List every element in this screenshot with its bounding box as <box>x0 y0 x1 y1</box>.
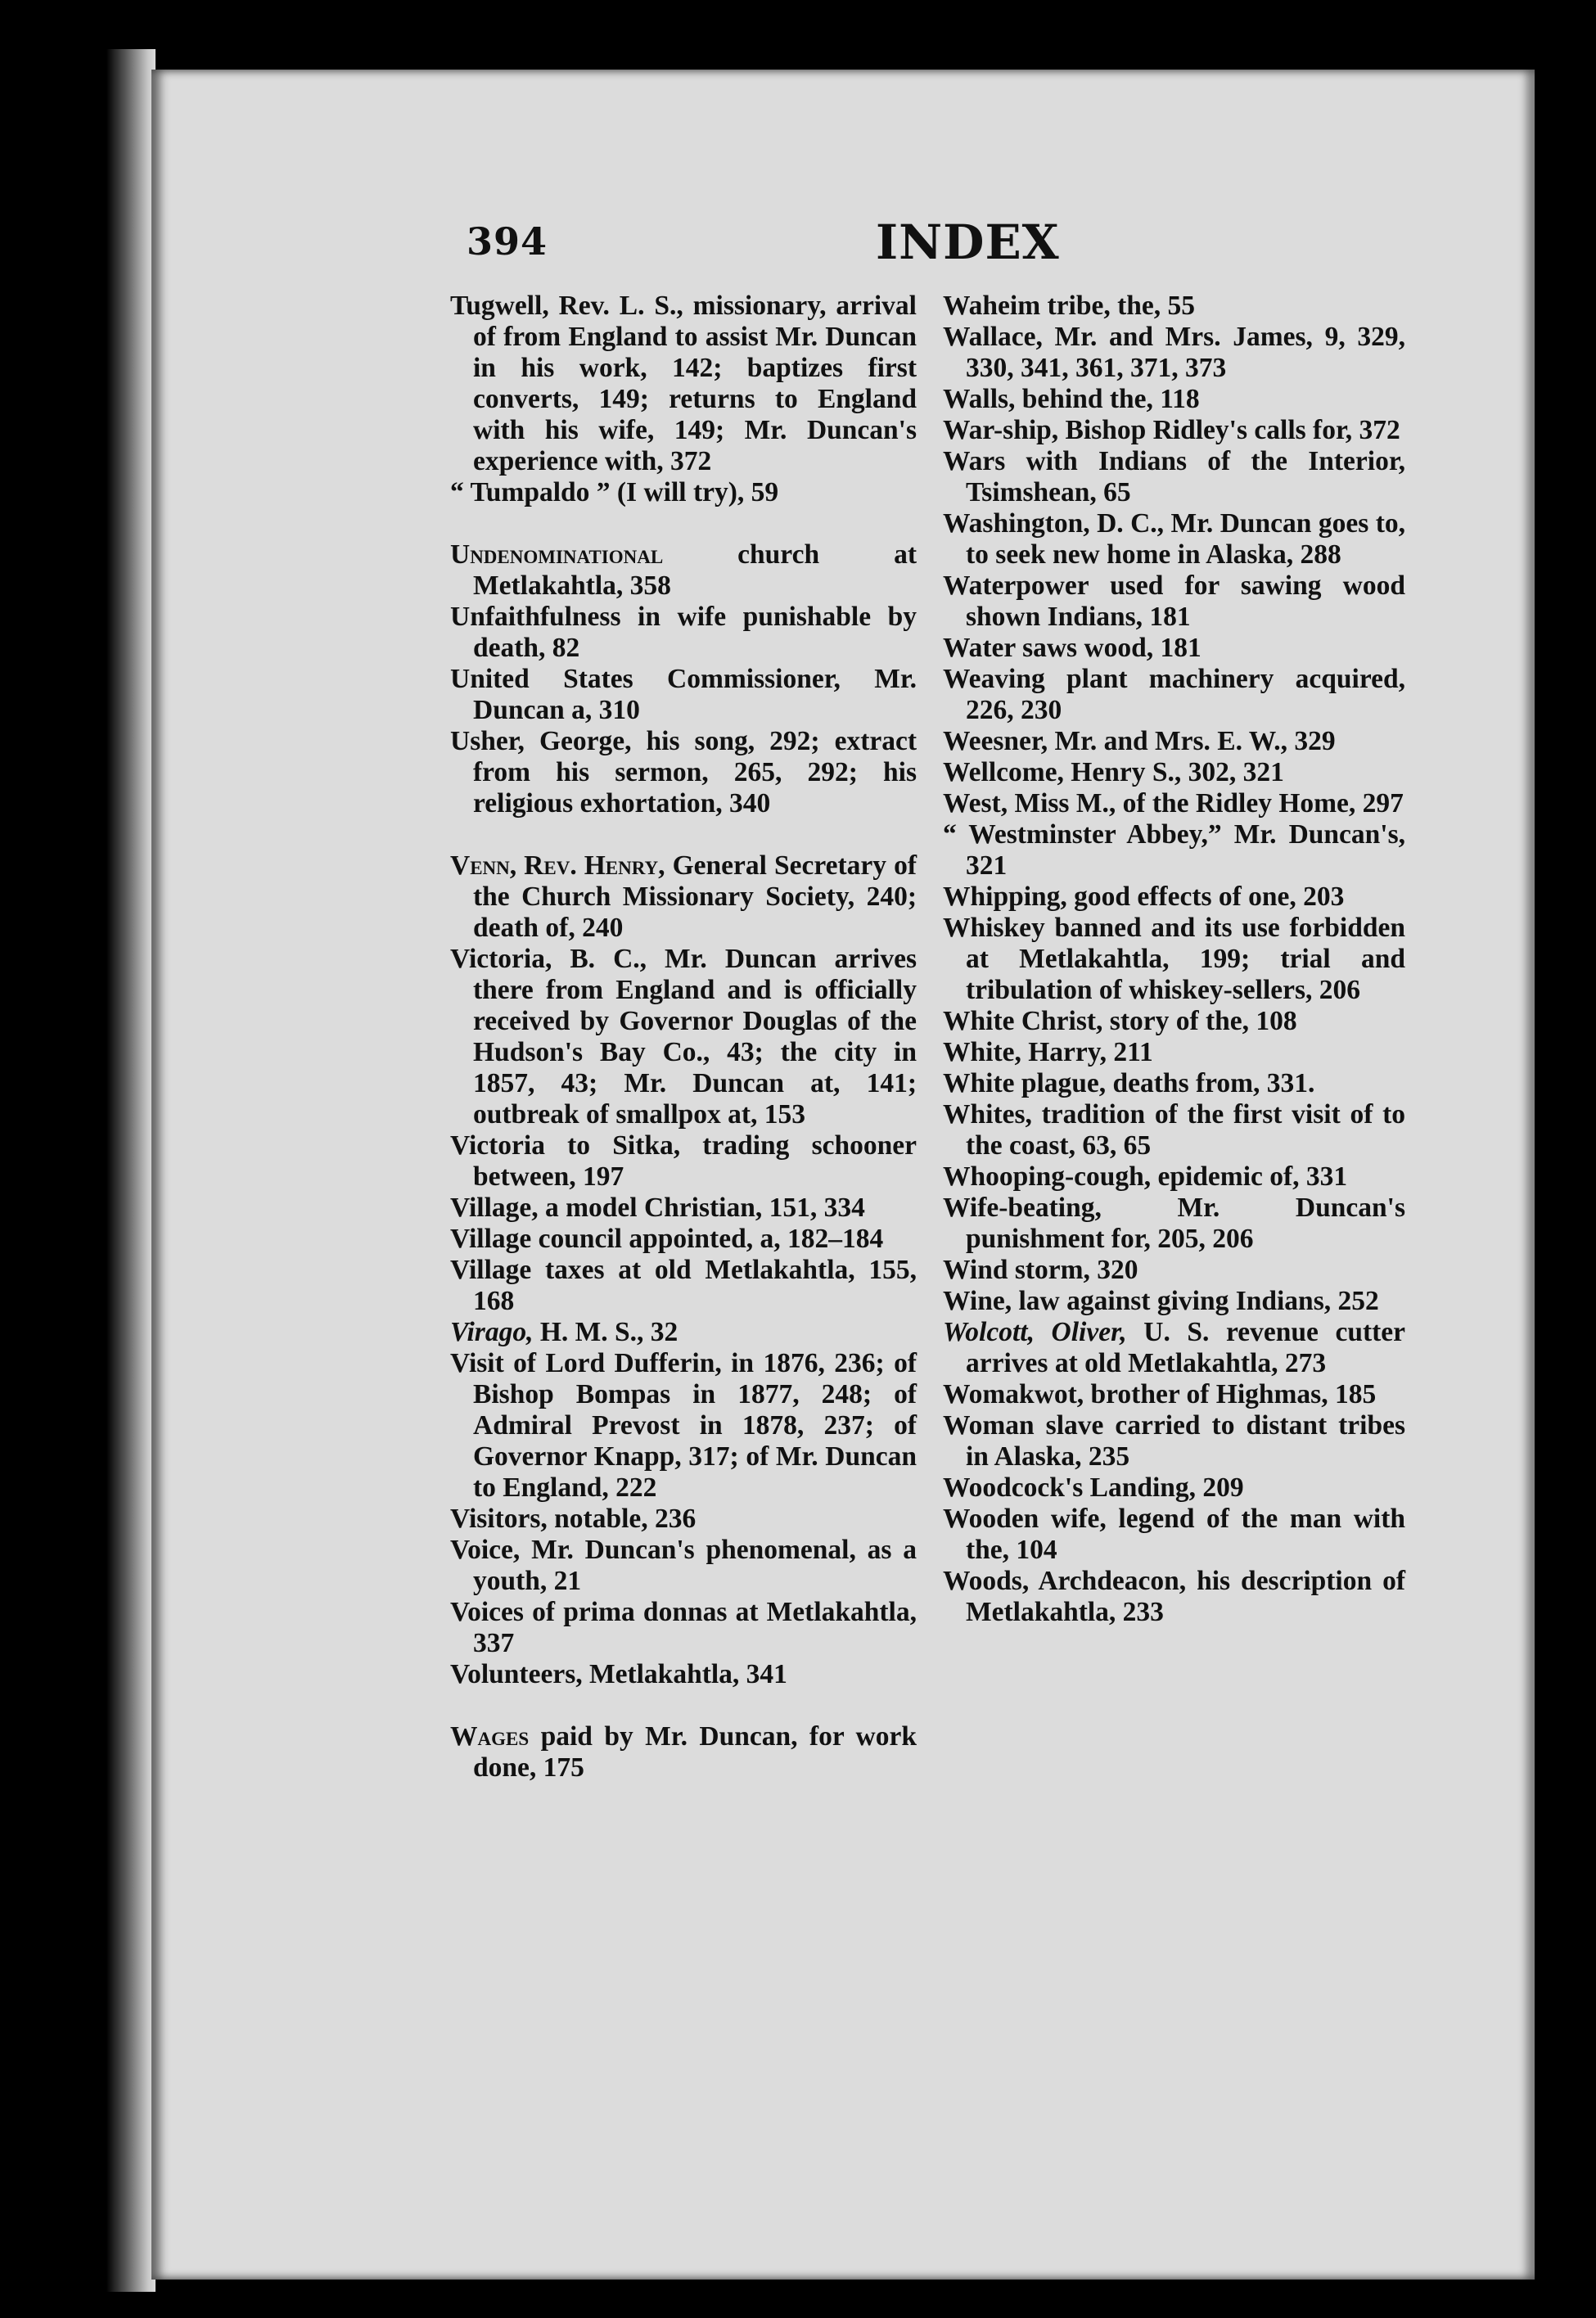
entry-text: Unfaithfulness in wife punishable by death, 82 <box>450 602 917 663</box>
entry-text: church at Metlakahtla, 358 <box>473 539 917 601</box>
entry-text: United States Commissioner, Mr. Duncan a, 310 <box>450 664 917 725</box>
section-gap <box>450 1690 917 1721</box>
index-entry <box>943 446 1405 508</box>
entry-text: Woods, Archdeacon, his description of Metlakahtla, 233 <box>943 1566 1405 1627</box>
entry-text: H. M. S., 32 <box>533 1317 679 1347</box>
index-column-left <box>450 291 917 1784</box>
entry-text: paid by Mr. Duncan, for work done, 175 <box>473 1721 917 1783</box>
entry-text: Village, a model Christian, 151, 334 <box>450 1193 865 1223</box>
index-entry <box>450 944 917 1130</box>
index-entry <box>450 1348 917 1504</box>
entry-text: Whooping-cough, epidemic of, 331 <box>943 1161 1348 1192</box>
index-entry <box>450 1224 917 1255</box>
entry-text: Walls, behind the, 118 <box>943 384 1200 414</box>
entry-italic: Virago, <box>450 1317 534 1347</box>
index-entry <box>450 1255 917 1317</box>
entry-text: West, Miss M., of the Ridley Home, 297 <box>943 788 1404 819</box>
entry-text: Water saws wood, 181 <box>943 633 1202 663</box>
index-entry <box>943 1161 1405 1193</box>
index-entry <box>943 913 1405 1006</box>
index-entry <box>943 1099 1405 1161</box>
index-entry <box>943 1566 1405 1628</box>
entry-text: “ Westminster Abbey,” Mr. Duncan's, 321 <box>943 819 1405 881</box>
index-entry <box>450 539 917 602</box>
entry-text: Whiskey banned and its use forbidden at Metlakahtla, 199; trial and tribulation of whiskey-sellers, 206 <box>943 913 1405 1005</box>
entry-text: Wine, law against giving Indians, 252 <box>943 1286 1379 1316</box>
entry-text: Visit of Lord Dufferin, in 1876, 236; of Bishop Bompas in 1877, 248; of Admiral Prevost in 1878, 237; of Governor Knapp, 317; of Mr. Duncan to England, 222 <box>450 1348 917 1503</box>
index-entry <box>943 1193 1405 1255</box>
index-entry <box>943 757 1405 788</box>
entry-lead: Wages <box>450 1721 530 1752</box>
index-entry <box>943 1006 1405 1037</box>
entry-text: War-ship, Bishop Ridley's calls for, 372 <box>943 415 1400 445</box>
index-entry <box>450 291 917 477</box>
index-entry <box>943 726 1405 757</box>
entry-text: Woman slave carried to distant tribes in Alaska, 235 <box>943 1410 1405 1472</box>
entry-text: Visitors, notable, 236 <box>450 1504 697 1534</box>
index-entry <box>943 1472 1405 1504</box>
index-entry <box>450 1317 917 1348</box>
section-gap <box>450 508 917 539</box>
entry-text: Washington, D. C., Mr. Duncan goes to, to seek new home in Alaska, 288 <box>943 508 1405 570</box>
entry-text: Waheim tribe, the, 55 <box>943 291 1195 321</box>
index-entry <box>943 1286 1405 1317</box>
index-entry <box>943 1410 1405 1472</box>
entry-text: Village taxes at old Metlakahtla, 155, 168 <box>450 1255 917 1316</box>
index-entry <box>450 726 917 819</box>
index-entry <box>450 477 917 508</box>
index-entry <box>943 322 1405 384</box>
index-entry <box>450 1597 917 1659</box>
entry-text: Whites, tradition of the first visit of to the coast, 63, 65 <box>943 1099 1405 1161</box>
entry-text: Victoria, B. C., Mr. Duncan arrives there from England and is officially received by Governor Douglas of the Hudson's Bay Co., 43; the city in 1857, 43; Mr. Duncan at, 141; outbreak of smallpox at, 153 <box>450 944 917 1130</box>
entry-text: Voices of prima donnas at Metlakahtla, 337 <box>450 1597 917 1658</box>
running-title: INDEX <box>876 214 1060 270</box>
entry-text: General Secretary of the Church Missionary Society, 240; death of, 240 <box>473 850 917 943</box>
entry-text: Wallace, Mr. and Mrs. James, 9, 329, 330, 341, 361, 371, 373 <box>943 322 1405 383</box>
entry-text: Whipping, good effects of one, 203 <box>943 882 1345 912</box>
book-spine-shadow <box>106 49 156 2292</box>
entry-text: Weesner, Mr. and Mrs. E. W., 329 <box>943 726 1336 756</box>
index-entry <box>943 633 1405 664</box>
entry-text: Wellcome, Henry S., 302, 321 <box>943 757 1284 787</box>
entry-text: Volunteers, Metlakahtla, 341 <box>450 1659 787 1689</box>
entry-text: “ Tumpaldo ” (I will try), 59 <box>450 477 779 507</box>
index-entry <box>450 664 917 726</box>
index-entry <box>450 1659 917 1690</box>
entry-text: Voice, Mr. Duncan's phenomenal, as a youth, 21 <box>450 1535 917 1596</box>
index-entry <box>450 1193 917 1224</box>
index-entry <box>943 882 1405 913</box>
entry-text: Woodcock's Landing, 209 <box>943 1472 1244 1503</box>
index-entry <box>450 602 917 664</box>
index-entry <box>450 850 917 944</box>
entry-text: Village council appointed, a, 182–184 <box>450 1224 884 1254</box>
entry-lead: Venn, Rev. Henry, <box>450 850 665 881</box>
index-entry <box>450 1721 917 1784</box>
index-entry <box>943 1037 1405 1068</box>
entry-text: Weaving plant machinery acquired, 226, 230 <box>943 664 1405 725</box>
entry-text: Womakwot, brother of Highmas, 185 <box>943 1379 1377 1409</box>
entry-text: U. S. revenue cutter arrives at old Metlakahtla, 273 <box>966 1317 1406 1378</box>
index-entry <box>943 1255 1405 1286</box>
page-number: 394 <box>467 219 548 264</box>
index-entry <box>943 508 1405 570</box>
index-entry <box>450 1535 917 1597</box>
entry-text: Victoria to Sitka, trading schooner between, 197 <box>450 1130 917 1192</box>
index-entry <box>943 664 1405 726</box>
index-entry <box>943 384 1405 415</box>
index-entry <box>943 819 1405 882</box>
entry-text: White plague, deaths from, 331. <box>943 1068 1315 1098</box>
index-entry <box>943 291 1405 322</box>
section-gap <box>450 819 917 850</box>
index-entry <box>943 570 1405 633</box>
index-entry <box>450 1130 917 1193</box>
index-entry <box>943 1317 1405 1379</box>
index-entry <box>943 1379 1405 1410</box>
index-entry <box>450 1504 917 1535</box>
entry-italic: Wolcott, Oliver, <box>943 1317 1127 1347</box>
entry-text: Wooden wife, legend of the man with the, 104 <box>943 1504 1405 1565</box>
entry-text: White, Harry, 211 <box>943 1037 1153 1067</box>
index-entry <box>943 788 1405 819</box>
entry-text: White Christ, story of the, 108 <box>943 1006 1297 1036</box>
index-column-right <box>943 291 1405 1628</box>
index-entry <box>943 415 1405 446</box>
entry-text: Tugwell, Rev. L. S., missionary, arrival of from England to assist Mr. Duncan in his work, 142; baptizes first converts, 149; returns to England with his wife, 149; Mr. Duncan's experience with, 372 <box>450 291 917 476</box>
entry-text: Wife-beating, Mr. Duncan's punishment for, 205, 206 <box>943 1193 1405 1254</box>
entry-lead: Undenominational <box>450 539 664 570</box>
entry-text: Usher, George, his song, 292; extract from his sermon, 265, 292; his religious exhortation, 340 <box>450 726 917 819</box>
index-entry <box>943 1068 1405 1099</box>
entry-text: Wind storm, 320 <box>943 1255 1138 1285</box>
entry-text: Waterpower used for sawing wood shown Indians, 181 <box>943 570 1405 632</box>
index-entry <box>943 1504 1405 1566</box>
entry-text: Wars with Indians of the Interior, Tsimshean, 65 <box>943 446 1405 507</box>
